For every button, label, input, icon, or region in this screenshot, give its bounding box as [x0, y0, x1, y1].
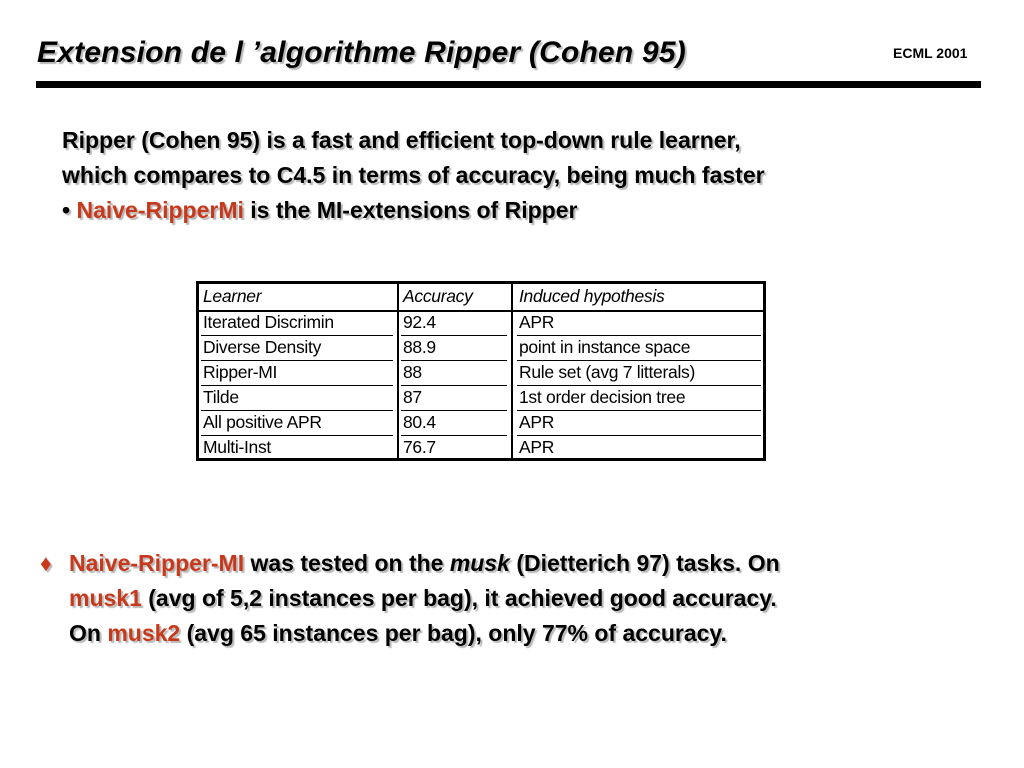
conclusion-text: (Dietterich 97) tasks. On [509, 550, 780, 576]
hypothesis-cell: APR [519, 412, 555, 432]
header-accuracy: Accuracy [403, 286, 473, 306]
highlight-musk2: musk2 [107, 620, 181, 646]
accuracy-cell: 76.7 [403, 437, 436, 457]
learner-cell: Tilde [203, 387, 239, 407]
row-divider [201, 360, 393, 361]
learner-cell: All positive APR [203, 412, 322, 432]
conclusion-line-3 [69, 616, 780, 651]
learner-cell: Diverse Density [203, 337, 322, 357]
learner-cell: Ripper-MI [203, 362, 278, 382]
diamond-bullet-icon: ♦ [40, 550, 52, 576]
hypothesis-cell: point in instance space [519, 337, 691, 357]
accuracy-cell: 87 [403, 387, 422, 407]
highlight-musk1: musk1 [69, 585, 142, 611]
row-divider [201, 385, 393, 386]
conference-label: ECML 2001 [893, 45, 968, 61]
row-divider [401, 335, 507, 336]
results-table [196, 281, 766, 461]
conclusion-line-1 [69, 546, 780, 581]
row-divider [401, 410, 507, 411]
learner-cell: Iterated Discrimin [203, 312, 334, 332]
title-divider [36, 81, 981, 88]
hypothesis-cell: Rule set (avg 7 litterals) [519, 362, 696, 382]
intro-paragraph [62, 123, 765, 228]
row-divider [201, 410, 393, 411]
conclusion-body [69, 546, 780, 651]
row-divider [517, 410, 761, 411]
intro-line-3 [62, 193, 765, 228]
highlight-naive-rippermi: Naive-RipperMi [76, 197, 244, 223]
conclusion-text: On [69, 620, 108, 646]
conclusion-text: (avg 65 instances per bag), only 77% of accuracy. [180, 620, 727, 646]
slide-title: Extension de l ’algorithme Ripper (Cohen 95) [37, 36, 686, 69]
intro-line-2: which compares to C4.5 in terms of accuracy, being much faster [62, 162, 765, 188]
accuracy-cell: 88.9 [403, 337, 436, 357]
row-divider [517, 360, 761, 361]
row-divider [201, 335, 393, 336]
conclusion-text: was tested on the [244, 550, 450, 576]
row-divider [517, 385, 761, 386]
row-divider [517, 435, 761, 436]
hypothesis-cell: APR [519, 437, 555, 457]
accuracy-cell: 80.4 [403, 412, 436, 432]
row-divider [401, 360, 507, 361]
intro-line-3-rest: is the MI-extensions of Ripper [243, 197, 578, 223]
hypothesis-cell: APR [519, 312, 555, 332]
bullet-dot: • [62, 197, 71, 223]
musk-term: musk [449, 550, 510, 576]
highlight-naive-ripper-mi: Naive-Ripper-MI [69, 550, 245, 576]
header-induced-hypothesis: Induced hypothesis [519, 286, 665, 306]
conclusion-text: (avg of 5,2 instances per bag), it achieved good accuracy. [141, 585, 777, 611]
accuracy-cell: 92.4 [403, 312, 436, 332]
learner-cell: Multi-Inst [203, 437, 271, 457]
hypothesis-cell: 1st order decision tree [519, 387, 686, 407]
accuracy-cell: 88 [403, 362, 422, 382]
conclusion-line-2 [69, 581, 780, 616]
row-divider [201, 435, 393, 436]
row-divider [517, 335, 761, 336]
row-divider [401, 435, 507, 436]
intro-line-1: Ripper (Cohen 95) is a fast and efficient top-down rule learner, [62, 127, 741, 153]
header-learner: Learner [203, 286, 262, 306]
row-divider [401, 385, 507, 386]
